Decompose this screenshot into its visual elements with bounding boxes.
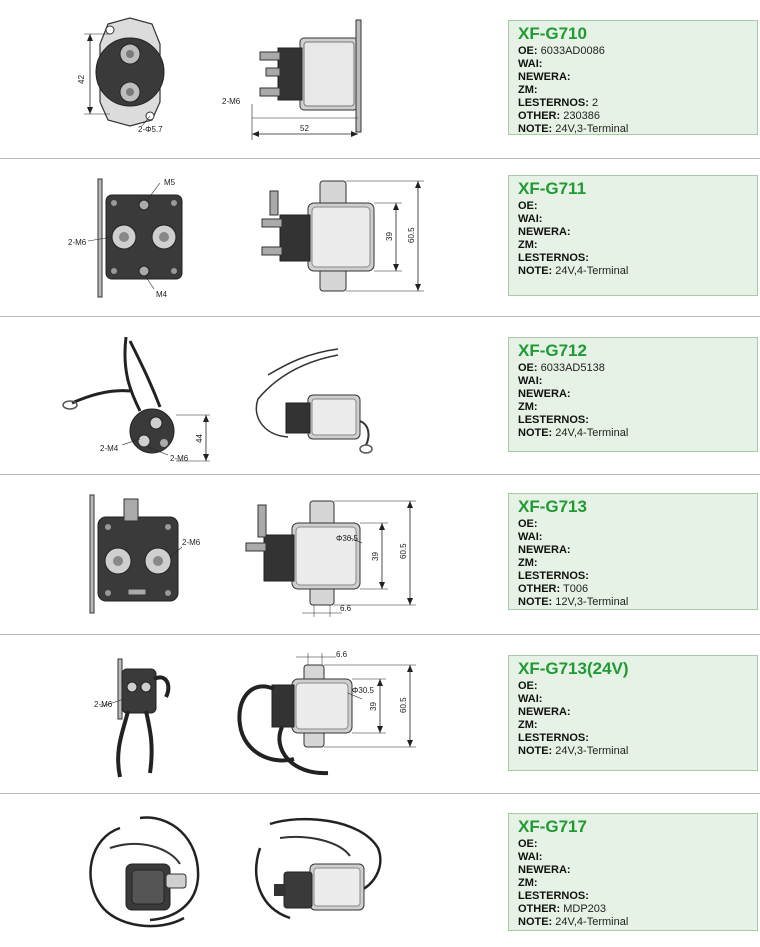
spec-lesternos: LESTERNOS: bbox=[518, 252, 589, 264]
spec-wai: WAI: bbox=[518, 375, 543, 387]
spec-wai: WAI: bbox=[518, 531, 543, 543]
side-view-drawing bbox=[240, 495, 430, 625]
dim-m6: 2-M6 bbox=[94, 700, 113, 709]
spec-wai: WAI: bbox=[518, 213, 543, 225]
spec-note: NOTE: 24V,4-Terminal bbox=[518, 265, 629, 277]
dim-length: 52 bbox=[300, 124, 309, 133]
front-view-drawing bbox=[60, 331, 220, 466]
side-view-drawing bbox=[220, 14, 370, 144]
side-view-drawing bbox=[240, 177, 430, 302]
spec-card bbox=[508, 175, 758, 296]
spec-other: OTHER: T006 bbox=[518, 583, 589, 595]
front-view-drawing bbox=[94, 649, 194, 784]
spec-lesternos: LESTERNOS: bbox=[518, 570, 589, 582]
dim-44: 44 bbox=[195, 434, 204, 443]
spec-zm: ZM: bbox=[518, 719, 538, 731]
side-view-drawing bbox=[240, 808, 390, 938]
spec-zm: ZM: bbox=[518, 877, 538, 889]
spec-newera: NEWERA: bbox=[518, 388, 571, 400]
dim-height: 42 bbox=[77, 75, 86, 84]
product-row-xf-g712 bbox=[0, 317, 760, 474]
spec-card bbox=[508, 493, 758, 610]
spec-oe: OE: 6033AD0086 bbox=[518, 45, 605, 57]
spec-zm: ZM: bbox=[518, 557, 538, 569]
spec-newera: NEWERA: bbox=[518, 864, 571, 876]
spec-note: NOTE: 24V,3-Terminal bbox=[518, 123, 629, 135]
spec-zm: ZM: bbox=[518, 239, 538, 251]
spec-lesternos: LESTERNOS: bbox=[518, 414, 589, 426]
spec-lesternos: LESTERNOS: 2 bbox=[518, 97, 599, 109]
dim-m6: 2-M6 bbox=[68, 238, 87, 247]
product-row-xf-g713 bbox=[0, 475, 760, 634]
model-title: XF-G713 bbox=[518, 497, 587, 516]
dim-m6: 2-M6 bbox=[170, 454, 189, 463]
spec-card bbox=[508, 20, 758, 135]
front-view-drawing bbox=[80, 808, 220, 938]
spec-wai: WAI: bbox=[518, 58, 543, 70]
side-view-drawing bbox=[232, 649, 432, 784]
model-title: XF-G711 bbox=[518, 179, 587, 198]
spec-note: NOTE: 12V,3-Terminal bbox=[518, 596, 629, 608]
dim-hole: 2-Φ5.7 bbox=[138, 125, 163, 134]
spec-note: NOTE: 24V,3-Terminal bbox=[518, 745, 629, 757]
spec-card bbox=[508, 655, 758, 771]
spec-note: NOTE: 24V,4-Terminal bbox=[518, 916, 629, 928]
spec-oe: OE: bbox=[518, 200, 538, 212]
dim-diameter: Φ30.5 bbox=[352, 686, 374, 695]
model-title: XF-G713(24V) bbox=[518, 659, 629, 678]
product-row-xf-g711 bbox=[0, 159, 760, 316]
dim-m6: 2-M6 bbox=[182, 538, 201, 547]
dim-39: 39 bbox=[369, 702, 378, 711]
dim-m4: M4 bbox=[156, 290, 168, 299]
dim-6-6: 6.6 bbox=[340, 604, 352, 613]
dim-39: 39 bbox=[385, 232, 394, 241]
model-title: XF-G712 bbox=[518, 341, 587, 360]
spec-oe: OE: 6033AD5138 bbox=[518, 362, 605, 374]
spec-lesternos: LESTERNOS: bbox=[518, 890, 589, 902]
spec-card bbox=[508, 813, 758, 931]
model-title: XF-G717 bbox=[518, 817, 587, 836]
spec-lesternos: LESTERNOS: bbox=[518, 732, 589, 744]
dim-60-5: 60.5 bbox=[399, 543, 408, 559]
front-view-drawing bbox=[70, 14, 200, 134]
spec-card bbox=[508, 337, 758, 452]
dim-m4: 2-M4 bbox=[100, 444, 119, 453]
dim-6-6: 6.6 bbox=[336, 650, 348, 659]
front-view-drawing bbox=[68, 173, 198, 303]
dim-m5: M5 bbox=[164, 178, 176, 187]
spec-wai: WAI: bbox=[518, 693, 543, 705]
dim-60-5: 60.5 bbox=[407, 227, 416, 243]
spec-newera: NEWERA: bbox=[518, 706, 571, 718]
front-view-drawing bbox=[80, 489, 210, 619]
spec-zm: ZM: bbox=[518, 401, 538, 413]
dim-60-5: 60.5 bbox=[399, 697, 408, 713]
spec-other: OTHER: 230386 bbox=[518, 110, 600, 122]
product-row-xf-g717 bbox=[0, 794, 760, 947]
side-view-drawing bbox=[248, 345, 388, 455]
spec-other: OTHER: MDP203 bbox=[518, 903, 607, 915]
spec-newera: NEWERA: bbox=[518, 544, 571, 556]
model-title: XF-G710 bbox=[518, 24, 587, 43]
spec-zm: ZM: bbox=[518, 84, 538, 96]
spec-oe: OE: bbox=[518, 680, 538, 692]
spec-note: NOTE: 24V,4-Terminal bbox=[518, 427, 629, 439]
spec-oe: OE: bbox=[518, 518, 538, 530]
dim-thread: 2-M6 bbox=[222, 97, 241, 106]
dim-diameter: Φ30.5 bbox=[336, 534, 358, 543]
spec-newera: NEWERA: bbox=[518, 226, 571, 238]
product-row-xf-g713-24v bbox=[0, 635, 760, 793]
dim-39: 39 bbox=[371, 552, 380, 561]
spec-wai: WAI: bbox=[518, 851, 543, 863]
product-row-xf-g710 bbox=[0, 0, 760, 158]
spec-oe: OE: bbox=[518, 838, 538, 850]
spec-newera: NEWERA: bbox=[518, 71, 571, 83]
